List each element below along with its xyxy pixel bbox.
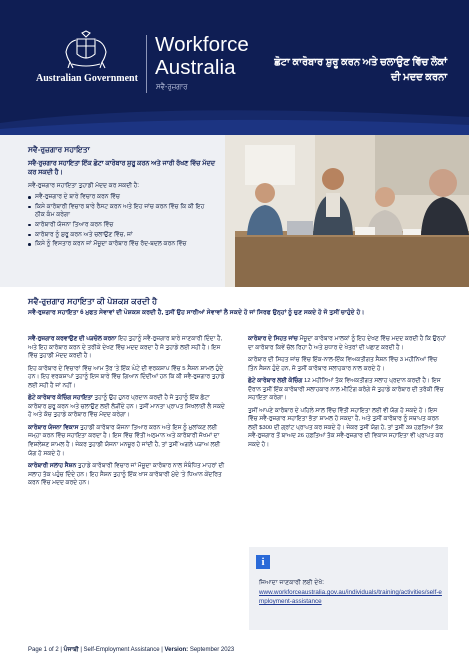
list-item: ਕਿਸੇ ਨੂੰ ਵਿਸਤਾਰ ਕਰਨ ਜਾਂ ਮੌਜੂਦਾ ਕਾਰੋਬਾਰ ਵਿੱਚ ਰੱਦ-ਬਦਲ ਕਰਨ ਵਿੱਚ bbox=[28, 240, 215, 248]
paragraph-text: ਤੁਹਾਡੀ ਕਾਰੋਬਾਰ ਯੋਜਨਾ ਤਿਆਰ ਕਰਨ ਅਤੇ ਇਸ ਨੂੰ ਮੁਲਾਂਕਣ ਲਈ ਜਮ੍ਹਾ ਕਰਨ ਵਿੱਚ ਸਹਾਇਤਾ ਕਰਦਾ ਹੈ। ਇਸ ਵਿੱਚ ਵਿੱਤੀ ਅਨੁਮਾਨ ਅਤੇ ਕਾਰੋਬਾਰੀ ਜੋਖਮਾਂ ਦਾ ਵਿਸ਼ਲੇਸ਼ਣ ਸ਼ਾਮਲ ਹੈ। ਜੇਕਰ ਤੁਹਾਡੀ ਯੋਜਨਾ ਮਨਜ਼ੂਰ ਹੋ ਜਾਂਦੀ ਹੈ, ਤਾਂ ਤੁਸੀਂ ਅਗਲੇ ਪੜਾਅ ਲਈ ਯੋਗ ਹੋ ਸਕਦੇ ਹੋ। bbox=[28, 424, 220, 457]
paragraph-text: ਮੌਜੂਦਾ ਕਾਰੋਬਾਰ ਮਾਲਕਾਂ ਨੂੰ ਇਹ ਦੇਖਣ ਵਿੱਚ ਮਦਦ ਕਰਦੀ ਹੈ ਕਿ ਉਨ੍ਹਾਂ ਦਾ ਕਾਰੋਬਾਰ ਕਿਵੇਂ ਚੱਲ ਰਿਹਾ ਹੈ ਅਤੇ ਸੁਧਾਰ ਦੇ ਖੇਤਰਾਂ ਦੀ ਪਛਾਣ ਕਰਦੀ ਹੈ। bbox=[248, 336, 446, 351]
header-swoosh-decoration bbox=[0, 95, 469, 135]
list-item: ਕਾਰੋਬਾਰ ਨੂੰ ਸ਼ੁਰੂ ਕਰਨ ਅਤੇ ਚਲਾਉਣ ਵਿੱਚ, ਜਾਂ bbox=[28, 231, 215, 239]
panel-intro: ਸਵੈ-ਰੁਜ਼ਗਾਰ ਸਹਾਇਤਾ ਤੁਹਾਡੀ ਮੱਦਦ ਕਰ ਸਕਦੀ ਹੈ: bbox=[28, 183, 140, 189]
government-name: Australian Government bbox=[36, 73, 138, 84]
paragraph-term: ਕਾਰੋਬਾਰੀ ਸਲਾਹ ਸੈਸ਼ਨ bbox=[28, 463, 77, 470]
list-item: ਕਿਸੇ ਕਾਰੋਬਾਰੀ ਵਿਚਾਰ ਬਾਰੇ ਰੈਸਟ ਕਰਨ ਅਤੇ ਇਹ ਜਾਂਚ ਕਰਨ ਵਿੱਚ ਕਿ ਕੀ ਇਹ ਠੀਕ ਕੰਮ ਕਰੇਗਾ bbox=[28, 203, 215, 219]
page-title: ਛੋਟਾ ਕਾਰੋਬਾਰ ਸ਼ੁਰੂ ਕਰਨ ਅਤੇ ਚਲਾਉਣ ਵਿੱਚ ਲੋਕਾਂ ਦੀ ਮਦਦ ਕਰਨਾ bbox=[274, 57, 447, 83]
page-footer bbox=[28, 647, 448, 654]
section-lead: ਸਵੈ-ਰੁਜ਼ਗਾਰ ਸਹਾਇਤਾ 6 ਮੁਫਤ ਸੇਵਾਵਾਂ ਦੀ ਪੇਸ਼ਕਸ਼ ਕਰਦੀ ਹੈ, ਤੁਸੀਂ ਉਹ ਸਾਰੀਆਂ ਸੇਵਾਵਾਂ ਲੈ ਸਕਦੇ ਹੋ ਜਾਂ ਸਿਰਫ ਉਨ੍ਹਾਂ ਨੂੰ ਚੁਣ ਸਕਦੇ ਹੋ ਜੋ ਤੁਸੀਂ ਚਾਹੁੰਦੇ ਹੋ। bbox=[28, 309, 365, 316]
paragraph-text: ਕਾਰੋਬਾਰ ਦੀ ਸਿਹਤ ਜਾਂਚ ਵਿੱਚ ਇੱਕ-ਨਾਲ-ਇੱਕ ਵਿਅਕਤੀਗਤ ਸੈਸ਼ਨ ਵਿੱਚ 3 ਮਹੀਨਿਆਂ ਵਿੱਚ ਤਿੰਨ ਸੈਸ਼ਨ ਹੁੰਦੇ ਹਨ, ਜੋ ਤੁਸੀਂ ਕਾਰੋਬਾਰ ਸਲਾਹਕਾਰ ਨਾਲ ਕਰਦੇ ਹੋ। bbox=[248, 357, 438, 372]
paragraph bbox=[28, 335, 228, 361]
brand-title-line-1: Workforce bbox=[155, 33, 249, 56]
footer-page-number: Page 1 of 2 | bbox=[28, 647, 62, 653]
paragraph-term: ਛੋਟੇ ਕਾਰੋਬਾਰ ਕੋਚਿੰਗ ਸਹਾਇਤਾ bbox=[28, 395, 93, 402]
paragraph bbox=[28, 424, 228, 458]
panel-title: ਸਵੈ-ਰੁਜ਼ਗਾਰ ਸਹਾਇਤਾ bbox=[28, 145, 90, 154]
brand-title-line-2: Australia bbox=[155, 56, 236, 79]
paragraph bbox=[248, 377, 448, 403]
footer-version-label: Version: bbox=[164, 647, 189, 653]
list-item: ਕਾਰੋਬਾਰੀ ਯੋਜਨਾ ਤਿਆਰ ਕਰਨ ਵਿੱਚ bbox=[28, 221, 215, 229]
paragraph-text: ਇਹ ਕਾਰੋਬਾਰ ਦੇ ਵਿਚਾਰਾਂ ਵਿੱਚ ਆਮ ਤੌਰ 'ਤੇ ਇੱਕ ਘੰਟੇ ਦੀ ਵਰਕਸ਼ਾਪ ਵਿੱਚ 5 ਸੈਸ਼ਨ ਸ਼ਾਮਲ ਹੁੰਦੇ ਹਨ। ਇਹ ਵਰਕਸ਼ਾਪਾਂ ਤੁਹਾਨੂੰ ਇਸ ਬਾਰੇ ਵਿੱਚ ਗਿਆਨ ਦਿੰਦੀਆਂ ਹਨ ਕਿ ਕੀ ਸਵੈ-ਰੁਜ਼ਗਾਰ ਤੁਹਾਡੇ ਲਈ ਸਹੀ ਹੈ ਜਾਂ ਨਹੀਂ। bbox=[28, 365, 225, 389]
right-column bbox=[248, 335, 448, 454]
brand-title bbox=[155, 33, 249, 79]
paragraph-term: ਕਾਰੋਬਾਰ ਯੋਜਨਾ ਵਿਕਾਸ bbox=[28, 424, 79, 431]
paragraph bbox=[28, 462, 228, 488]
photo-illustration bbox=[225, 135, 469, 287]
header-divider bbox=[146, 35, 147, 93]
info-icon: i bbox=[256, 555, 270, 569]
paragraph-text: ਤੁਹਾਨੂੰ ਉਹ ਹੁਨਰ ਪ੍ਰਦਾਨ ਕਰਦੀ ਹੈ ਜੋ ਤੁਹਾਨੂੰ ਇੱਕ ਛੋਟਾ ਕਾਰੋਬਾਰ ਸ਼ੁਰੂ ਕਰਨ ਅਤੇ ਚਲਾਉਣ ਲਈ ਲੋੜੀਂਦੇ ਹਨ। ਤੁਸੀਂ ਮਾਨਤਾ ਪ੍ਰਾਪਤ ਸਿਖਲਾਈ ਲੈ ਸਕਦੇ ਹੋ ਅਤੇ ਕੋਚ ਤੁਹਾਡੇ ਕਾਰੋਬਾਰ ਵਿੱਚ ਮੱਦਦ ਕਰੇਗਾ। bbox=[28, 395, 225, 419]
panel-lead: ਸਵੈ-ਰੁਜ਼ਗਾਰ ਸਹਾਇਤਾ ਇੱਕ ਛੋਟਾ ਕਾਰੋਬਾਰ ਸ਼ੁਰੂ ਕਰਨ ਅਤੇ ਜਾਰੀ ਰੱਖਣ ਵਿੱਚ ਮੱਦਦ ਕਰ ਸਕਦੀ ਹੈ। bbox=[28, 160, 215, 176]
footer-document-name: | Self-Employment Assistance | bbox=[80, 647, 163, 653]
paragraph bbox=[28, 365, 228, 391]
coat-of-arms-icon bbox=[60, 30, 112, 70]
paragraph-text: ਇਹ ਤੁਹਾਨੂੰ ਸਵੈ-ਰੁਜ਼ਗਾਰ ਬਾਰੇ ਜਾਣਕਾਰੀ ਦਿੰਦਾ ਹੈ, ਅਤੇ ਇਹ ਕਾਰੋਬਾਰ ਕਰਨ ਦੇ ਤਰੀਕੇ ਦੇਖਣ ਵਿੱਚ ਮਦਦ ਕਰਦਾ ਹੈ ਜੋ ਤੁਹਾਡੇ ਲਈ ਸਹੀ ਹੈ। ਇਸ ਵਿੱਚ ਤੁਹਾਡੀ ਮੱਦਦ ਕਰਦੀ ਹੈ। bbox=[28, 336, 223, 360]
paragraph-term: ਕਾਰੋਬਾਰ ਦੇ ਸਿਹਤ ਜਾਂਚ bbox=[248, 336, 298, 342]
paragraph bbox=[28, 394, 228, 420]
self-employment-assistance-panel bbox=[0, 135, 225, 287]
brand-subtitle: ਸਵੈ-ਰੁਜ਼ਗਾਰ bbox=[156, 84, 188, 91]
panel-list bbox=[28, 193, 215, 248]
footer-language: ਪੰਜਾਬੀ bbox=[63, 647, 79, 653]
left-column bbox=[28, 335, 228, 492]
footer-version: September 2023 bbox=[189, 647, 235, 653]
paragraph-term: ਸਵੈ-ਰੁਜ਼ਗਾਰ ਕਰਵਾਉਣ ਦੀ ਪੜਚੋਲ ਕਰਨਾ bbox=[28, 336, 117, 342]
paragraph-term: ਛੋਟੇ ਕਾਰੋਬਾਰ ਲਈ ਕੋਚਿੰਗ bbox=[248, 378, 303, 385]
paragraph-text: ਤੁਸੀਂ ਆਪਣੇ ਕਾਰੋਬਾਰ ਦੇ ਪਹਿਲੇ ਸਾਲ ਵਿੱਚ ਵਿੱਤੀ ਸਹਾਇਤਾ ਲਈ ਵੀ ਯੋਗ ਹੋ ਸਕਦੇ ਹੋ। ਇਸ ਵਿੱਚ ਸਵੈ-ਰੁਜ਼ਗਾਰ ਸਹਾਇਤਾ ਭੱਤਾ ਸ਼ਾਮਲ ਹੋ ਸਕਦਾ ਹੈ, ਅਤੇ ਤੁਸੀਂ ਕਾਰੋਬਾਰ ਨੂੰ ਸਥਾਪਤ ਕਰਨ ਲਈ $300 ਦੀ ਗ੍ਰਾਂਟ ਪ੍ਰਾਪਤ ਕਰ ਸਕਦੇ ਹੋ। ਜੇਕਰ ਤੁਸੀਂ ਯੋਗ ਹੋ, ਤਾਂ ਤੁਸੀਂ 39 ਹਫ਼ਤਿਆਂ ਤੱਕ ਸਵੈ-ਰੁਜ਼ਗਾਰ ਤੋਂ ਬਾਅਦ 26 ਹਫ਼ਤਿਆਂ ਤੱਕ ਸਵੈ-ਰੁਜ਼ਗਾਰ ਦੀ ਵਿਕਾਸ ਸਹਾਇਤਾ ਵੀ ਪ੍ਰਾਪਤ ਕਰ ਸਕਦੇ ਹੋ। bbox=[248, 407, 444, 449]
paragraph bbox=[248, 407, 448, 450]
list-item: ਸਵੈ-ਰੁਜ਼ਗਾਰ ਦੇ ਬਾਰੇ ਵਿਚਾਰ ਕਰਨ ਵਿੱਚ bbox=[28, 193, 215, 201]
section-title: ਸਵੈ-ਰੁਜ਼ਗਾਰ ਸਹਾਇਤਾ ਕੀ ਪੇਸ਼ਕਸ਼ ਕਰਦੀ ਹੈ bbox=[28, 297, 158, 306]
government-logo bbox=[36, 30, 136, 84]
paragraph bbox=[248, 356, 448, 373]
paragraph-text: ਤੁਹਾਡੇ ਕਾਰੋਬਾਰੀ ਵਿਚਾਰ ਜਾਂ ਮੌਜੂਦਾ ਕਾਰੋਬਾਰ ਨਾਲ ਸੰਬੰਧਿਤ ਮਾਹਰਾਂ ਦੀ ਸਲਾਹ ਤੱਕ ਪਹੁੰਚ ਦਿੰਦੇ ਹਨ। ਇਹ ਸੈਸ਼ਨ ਤੁਹਾਨੂੰ ਇੱਕ ਖਾਸ ਕਾਰੋਬਾਰੀ ਮੁੱਦੇ 'ਤੇ ਧਿਆਨ ਕੇਂਦਰਿਤ ਕਰਨ ਵਿੱਚ ਮਦਦ ਕਰਦੇ ਹਨ। bbox=[28, 463, 225, 487]
paragraph-text: 12 ਮਹੀਨਿਆਂ ਤੱਕ ਵਿਅਕਤੀਗਤ ਸਲਾਹ ਪ੍ਰਦਾਨ ਕਰਦੀ ਹੈ। ਇਸ ਦੌਰਾਨ ਤੁਸੀਂ ਇੱਕ ਕਾਰੋਬਾਰੀ ਸਲਾਹਕਾਰ ਨਾਲ ਮੀਟਿੰਗ ਕਰੋਗੇ ਜੋ ਤੁਹਾਡੇ ਕਾਰੋਬਾਰ ਦੀ ਤਰੱਕੀ ਵਿੱਚ ਸਹਾਇਤਾ ਕਰੇਗਾ। bbox=[248, 378, 444, 402]
header-banner bbox=[0, 0, 469, 135]
team-meeting-photo bbox=[225, 135, 469, 287]
more-information-box bbox=[249, 547, 448, 630]
self-employment-assistance-link[interactable]: www.workforceaustralia.gov.au/individuals/training/activities/self-employment-assistance bbox=[259, 589, 442, 605]
more-information-text: ਜਿਆਦਾ ਜਾਣਕਾਰੀ ਲਈ ਦੇਖੋ: bbox=[259, 579, 324, 586]
paragraph bbox=[248, 335, 448, 352]
